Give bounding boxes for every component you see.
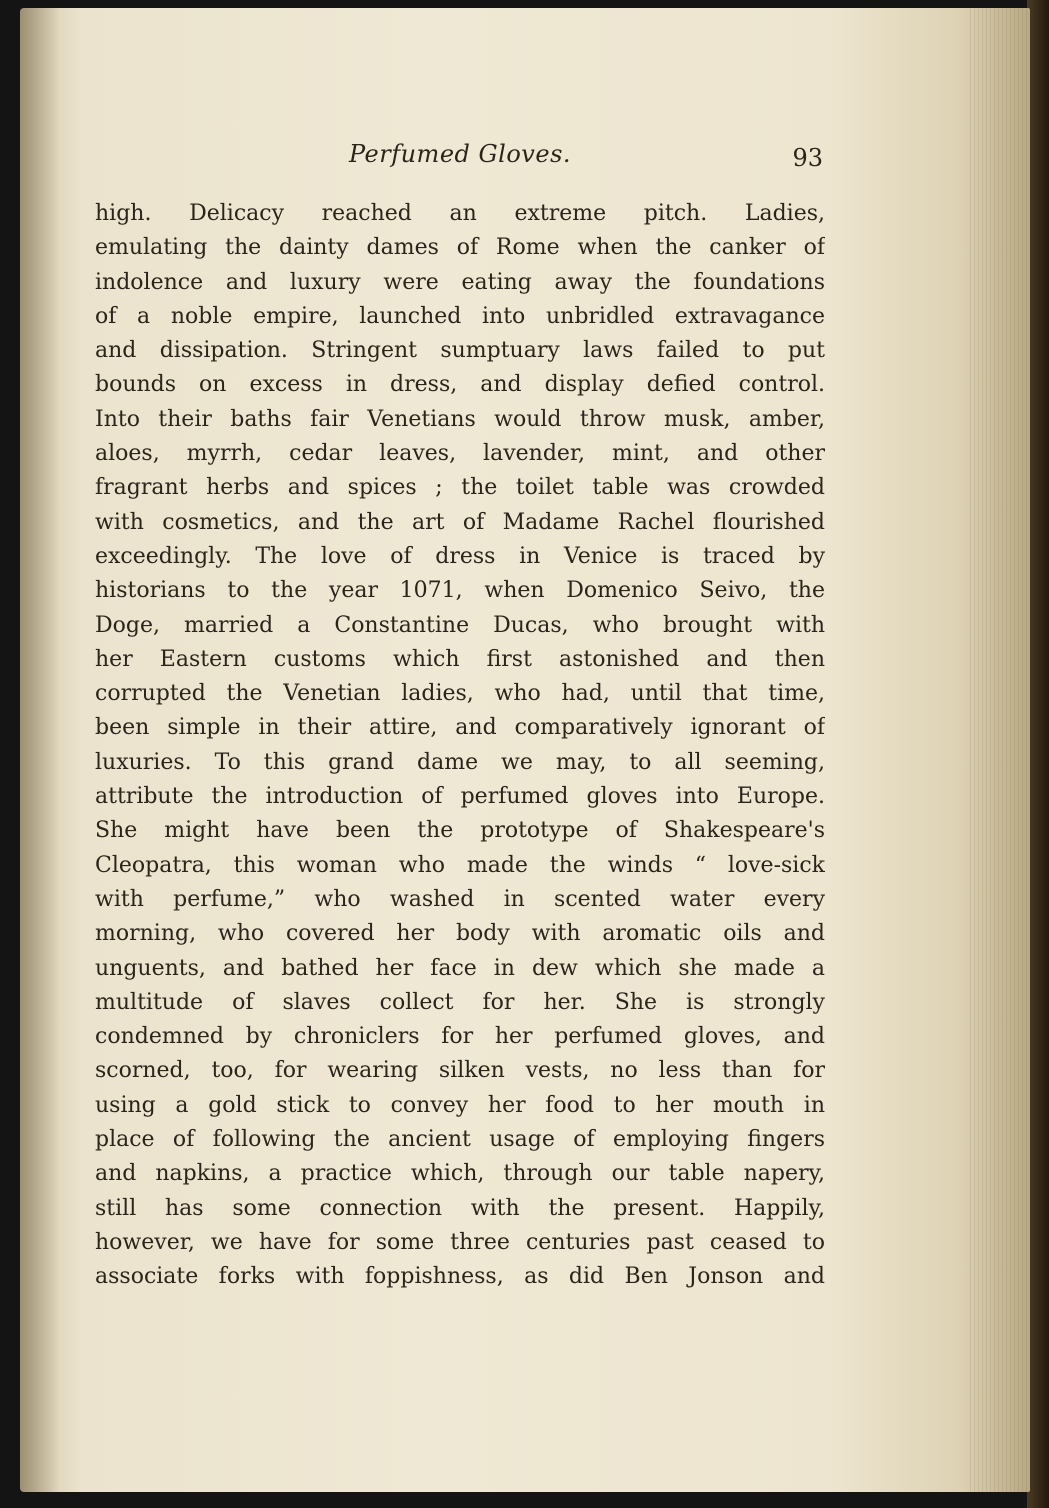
text-line: Into their baths fair Venetians would throw musk, amber, xyxy=(95,406,825,432)
text-line: corrupted the Venetian ladies, who had, until that time, xyxy=(95,681,825,707)
text-line: place of following the ancient usage of employing fingers xyxy=(95,1127,825,1153)
text-line: Doge, married a Constantine Ducas, who brought with xyxy=(95,612,825,638)
spine-shadow xyxy=(20,8,60,1492)
text-line: morning, who covered her body with aromatic oils and xyxy=(95,921,825,947)
text-line: using a gold stick to convey her food to her mouth in xyxy=(95,1092,825,1118)
text-line: associate forks with foppishness, as did Ben Jonson and xyxy=(95,1264,825,1290)
text-line: unguents, and bathed her face in dew which she made a xyxy=(95,955,825,981)
text-line: with cosmetics, and the art of Madame Rachel flourished xyxy=(95,509,825,535)
text-line: bounds on excess in dress, and display defied control. xyxy=(95,372,825,398)
text-line: and dissipation. Stringent sumptuary laws failed to put xyxy=(95,338,825,364)
text-line: multitude of slaves collect for her. She is strongly xyxy=(95,989,825,1015)
text-line: with perfume,” who washed in scented water every xyxy=(95,886,825,912)
text-line: aloes, myrrh, cedar leaves, lavender, mint, and other xyxy=(95,441,825,467)
text-line: been simple in their attire, and comparatively ignorant of xyxy=(95,715,825,741)
running-title: Perfumed Gloves. xyxy=(348,140,572,168)
text-line: condemned by chroniclers for her perfumed gloves, and xyxy=(95,1024,825,1050)
text-line: historians to the year 1071, when Domenico Seivo, the xyxy=(95,578,825,604)
text-line: of a noble empire, launched into unbridled extravagance xyxy=(95,303,825,329)
text-line: however, we have for some three centuries past ceased to xyxy=(95,1229,825,1255)
text-line: She might have been the prototype of Shakespeare's xyxy=(95,818,825,844)
text-line: fragrant herbs and spices ; the toilet table was crowded xyxy=(95,475,825,501)
page-edges xyxy=(970,8,1030,1492)
page-number: 93 xyxy=(792,144,823,172)
book-binding xyxy=(1027,0,1049,1508)
text-line: scorned, too, for wearing silken vests, no less than for xyxy=(95,1058,825,1084)
text-line: her Eastern customs which first astonished and then xyxy=(95,646,825,672)
text-line: high. Delicacy reached an extreme pitch. Ladies, xyxy=(95,201,825,226)
text-line: attribute the introduction of perfumed gloves into Europe. xyxy=(95,784,825,810)
text-line: still has some connection with the present. Happily, xyxy=(95,1195,825,1221)
text-line: emulating the dainty dames of Rome when the canker of xyxy=(95,235,825,261)
running-header xyxy=(95,140,825,180)
text-line: Cleopatra, this woman who made the winds “ love-sick xyxy=(95,852,825,878)
text-line: and napkins, a practice which, through our table napery, xyxy=(95,1161,825,1187)
text-line: exceedingly. The love of dress in Venice is traced by xyxy=(95,543,825,569)
body-text xyxy=(95,197,825,1295)
text-line: indolence and luxury were eating away the foundations xyxy=(95,269,825,295)
text-line: luxuries. To this grand dame we may, to all seeming, xyxy=(95,749,825,775)
